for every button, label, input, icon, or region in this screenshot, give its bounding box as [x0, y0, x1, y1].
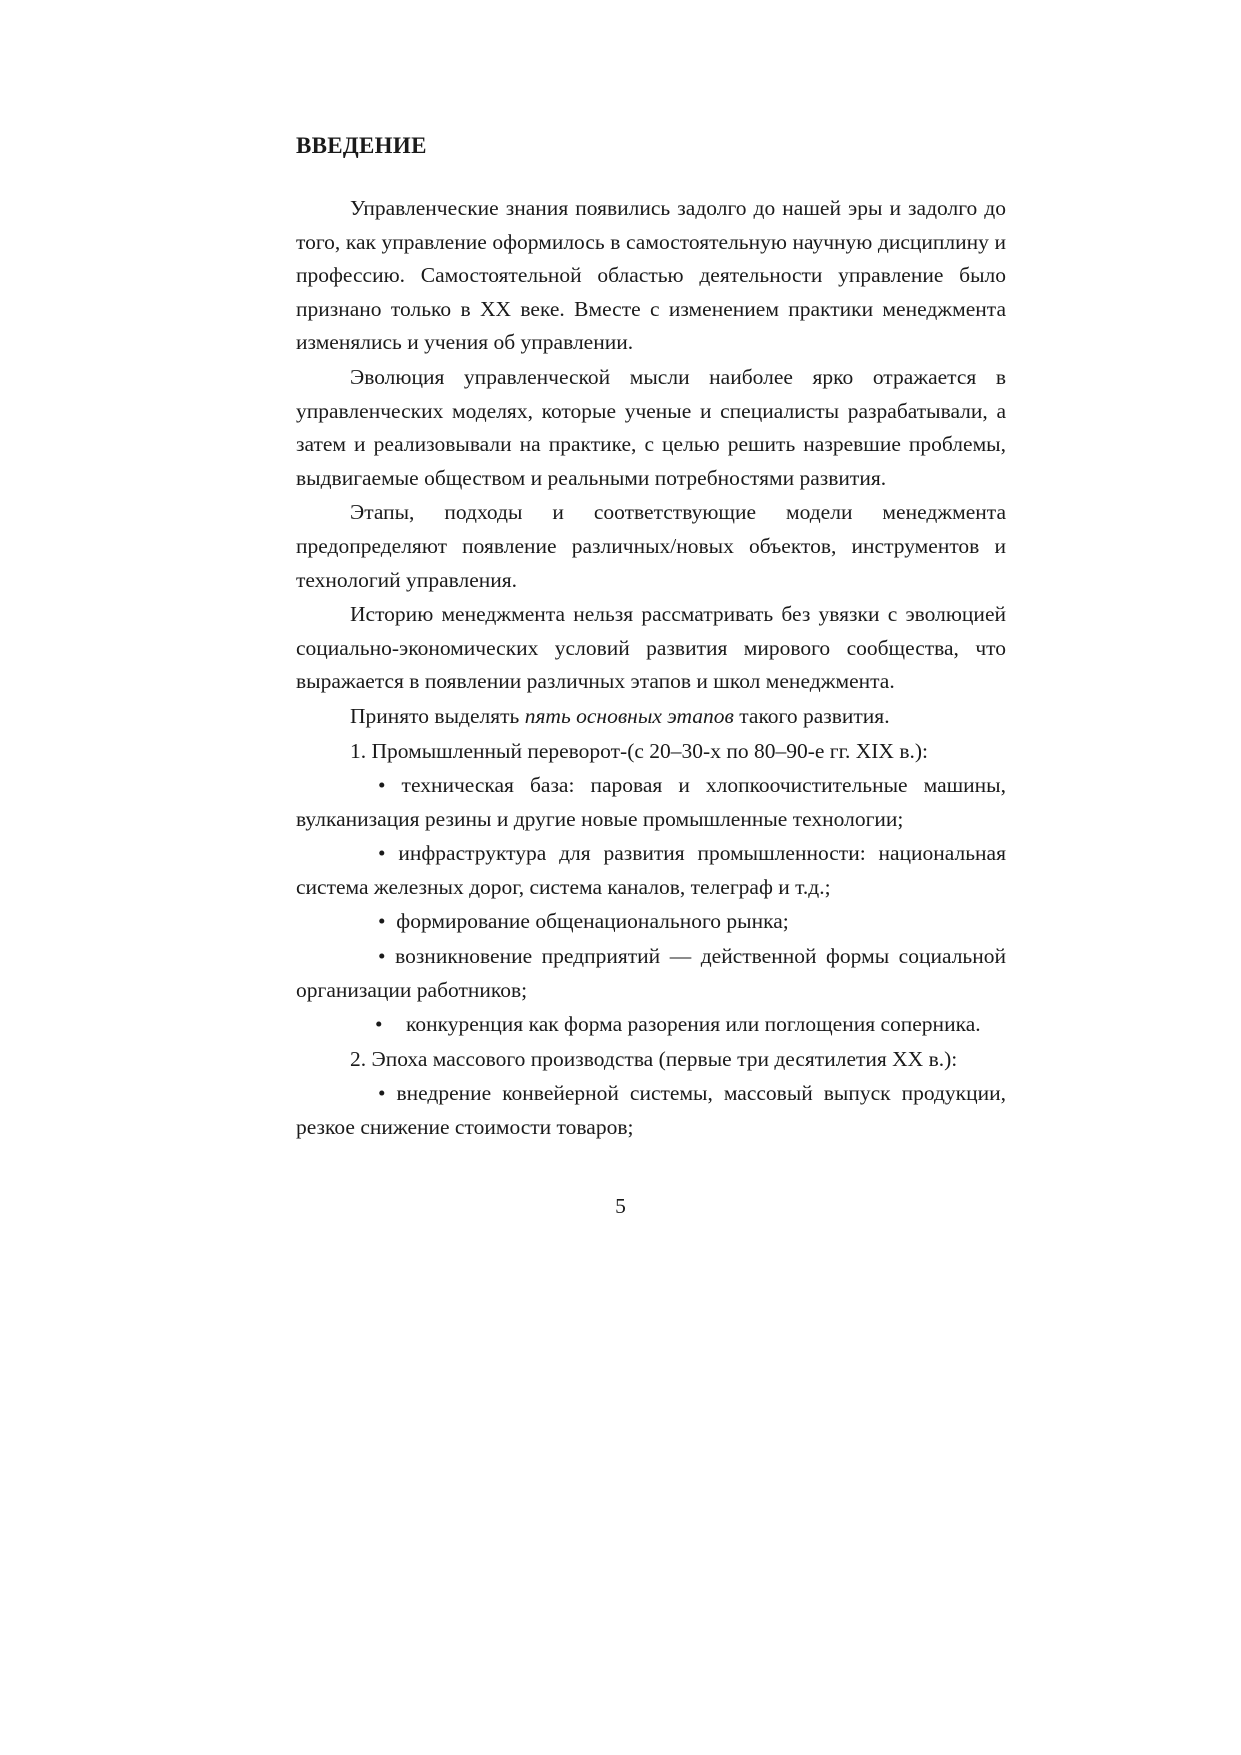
stage-2-item: [296, 1077, 1006, 1144]
stage-2-title: 2. Эпоха массового производства (первые три десятилетия XX в.):: [350, 1046, 958, 1071]
bullet-icon: •: [378, 944, 386, 969]
stage-1-item-text: инфраструктура для развития промышленности: национальная система железных дорог, система каналов, телеграф и т.д.;: [296, 841, 1006, 899]
stage-1-item: [296, 1008, 1006, 1042]
stage-1-title: 1. Промышленный переворот-(с 20–30-х по 80–90-е гг. XIX в.):: [350, 738, 928, 763]
stage-1-item: [296, 837, 1006, 904]
stages-intro-before: Принято выделять: [350, 703, 525, 728]
bullet-icon: •: [378, 773, 386, 798]
stage-1-item-text: конкуренция как форма разорения или поглощения соперника.: [406, 1012, 981, 1037]
paragraph-2: Эволюция управленческой мысли наиболее ярко отражается в управленческих моделях, которые ученые и специалисты разрабатывали, а затем и реализовывали на практике, с целью решить назревшие проблемы, выдвигаемые обществом и реальными потребностями развития.: [296, 364, 1006, 490]
bullet-icon: •: [378, 909, 386, 934]
page-number: 5: [615, 1194, 626, 1218]
body-text: [296, 192, 1006, 1145]
stage-1-item: [296, 940, 1006, 1007]
paragraph-1: Управленческие знания появились задолго до нашей эры и задолго до того, как управление оформилось в самостоятельную научную дисциплину и профессию. Самостоятельной областью деятельности управление было признано только в XX веке. Вместе с изменением практики менеджмента изменялись и учения об управлении.: [296, 196, 1006, 355]
bullet-icon: •: [378, 1081, 386, 1106]
stage-1-item-text: формирование общенационального рынка;: [396, 909, 789, 934]
stage-1-item: [296, 769, 1006, 836]
stages-intro: [296, 700, 1006, 734]
paragraph-3: Этапы, подходы и соответствующие модели менеджмента предопределяют появление различных/новых объектов, инструментов и технологий управления.: [296, 500, 1006, 592]
stages-intro-after: такого развития.: [733, 703, 890, 728]
stage-1-item: [296, 905, 1006, 939]
bullet-icon: •: [375, 1012, 383, 1037]
stage-1-item-text: техническая база: паровая и хлопкоочистительные машины, вулканизация резины и другие новые промышленные технологии;: [296, 773, 1006, 831]
stages-intro-emphasis: пять основных этапов: [524, 703, 734, 728]
bullet-icon: •: [378, 841, 386, 866]
paragraph-4: Историю менеджмента нельзя рассматривать без увязки с эволюцией социально-экономических условий развития мирового сообщества, что выражается в появлении различных этапов и школ менеджмента.: [296, 602, 1006, 694]
stage-1-item-text: возникновение предприятий — действенной формы социальной организации работников;: [296, 944, 1006, 1002]
stage-2-item-text: внедрение конвейерной системы, массовый выпуск продукции, резкое снижение стоимости товаров;: [296, 1081, 1007, 1140]
section-heading: ВВЕДЕНИЕ: [296, 133, 427, 158]
